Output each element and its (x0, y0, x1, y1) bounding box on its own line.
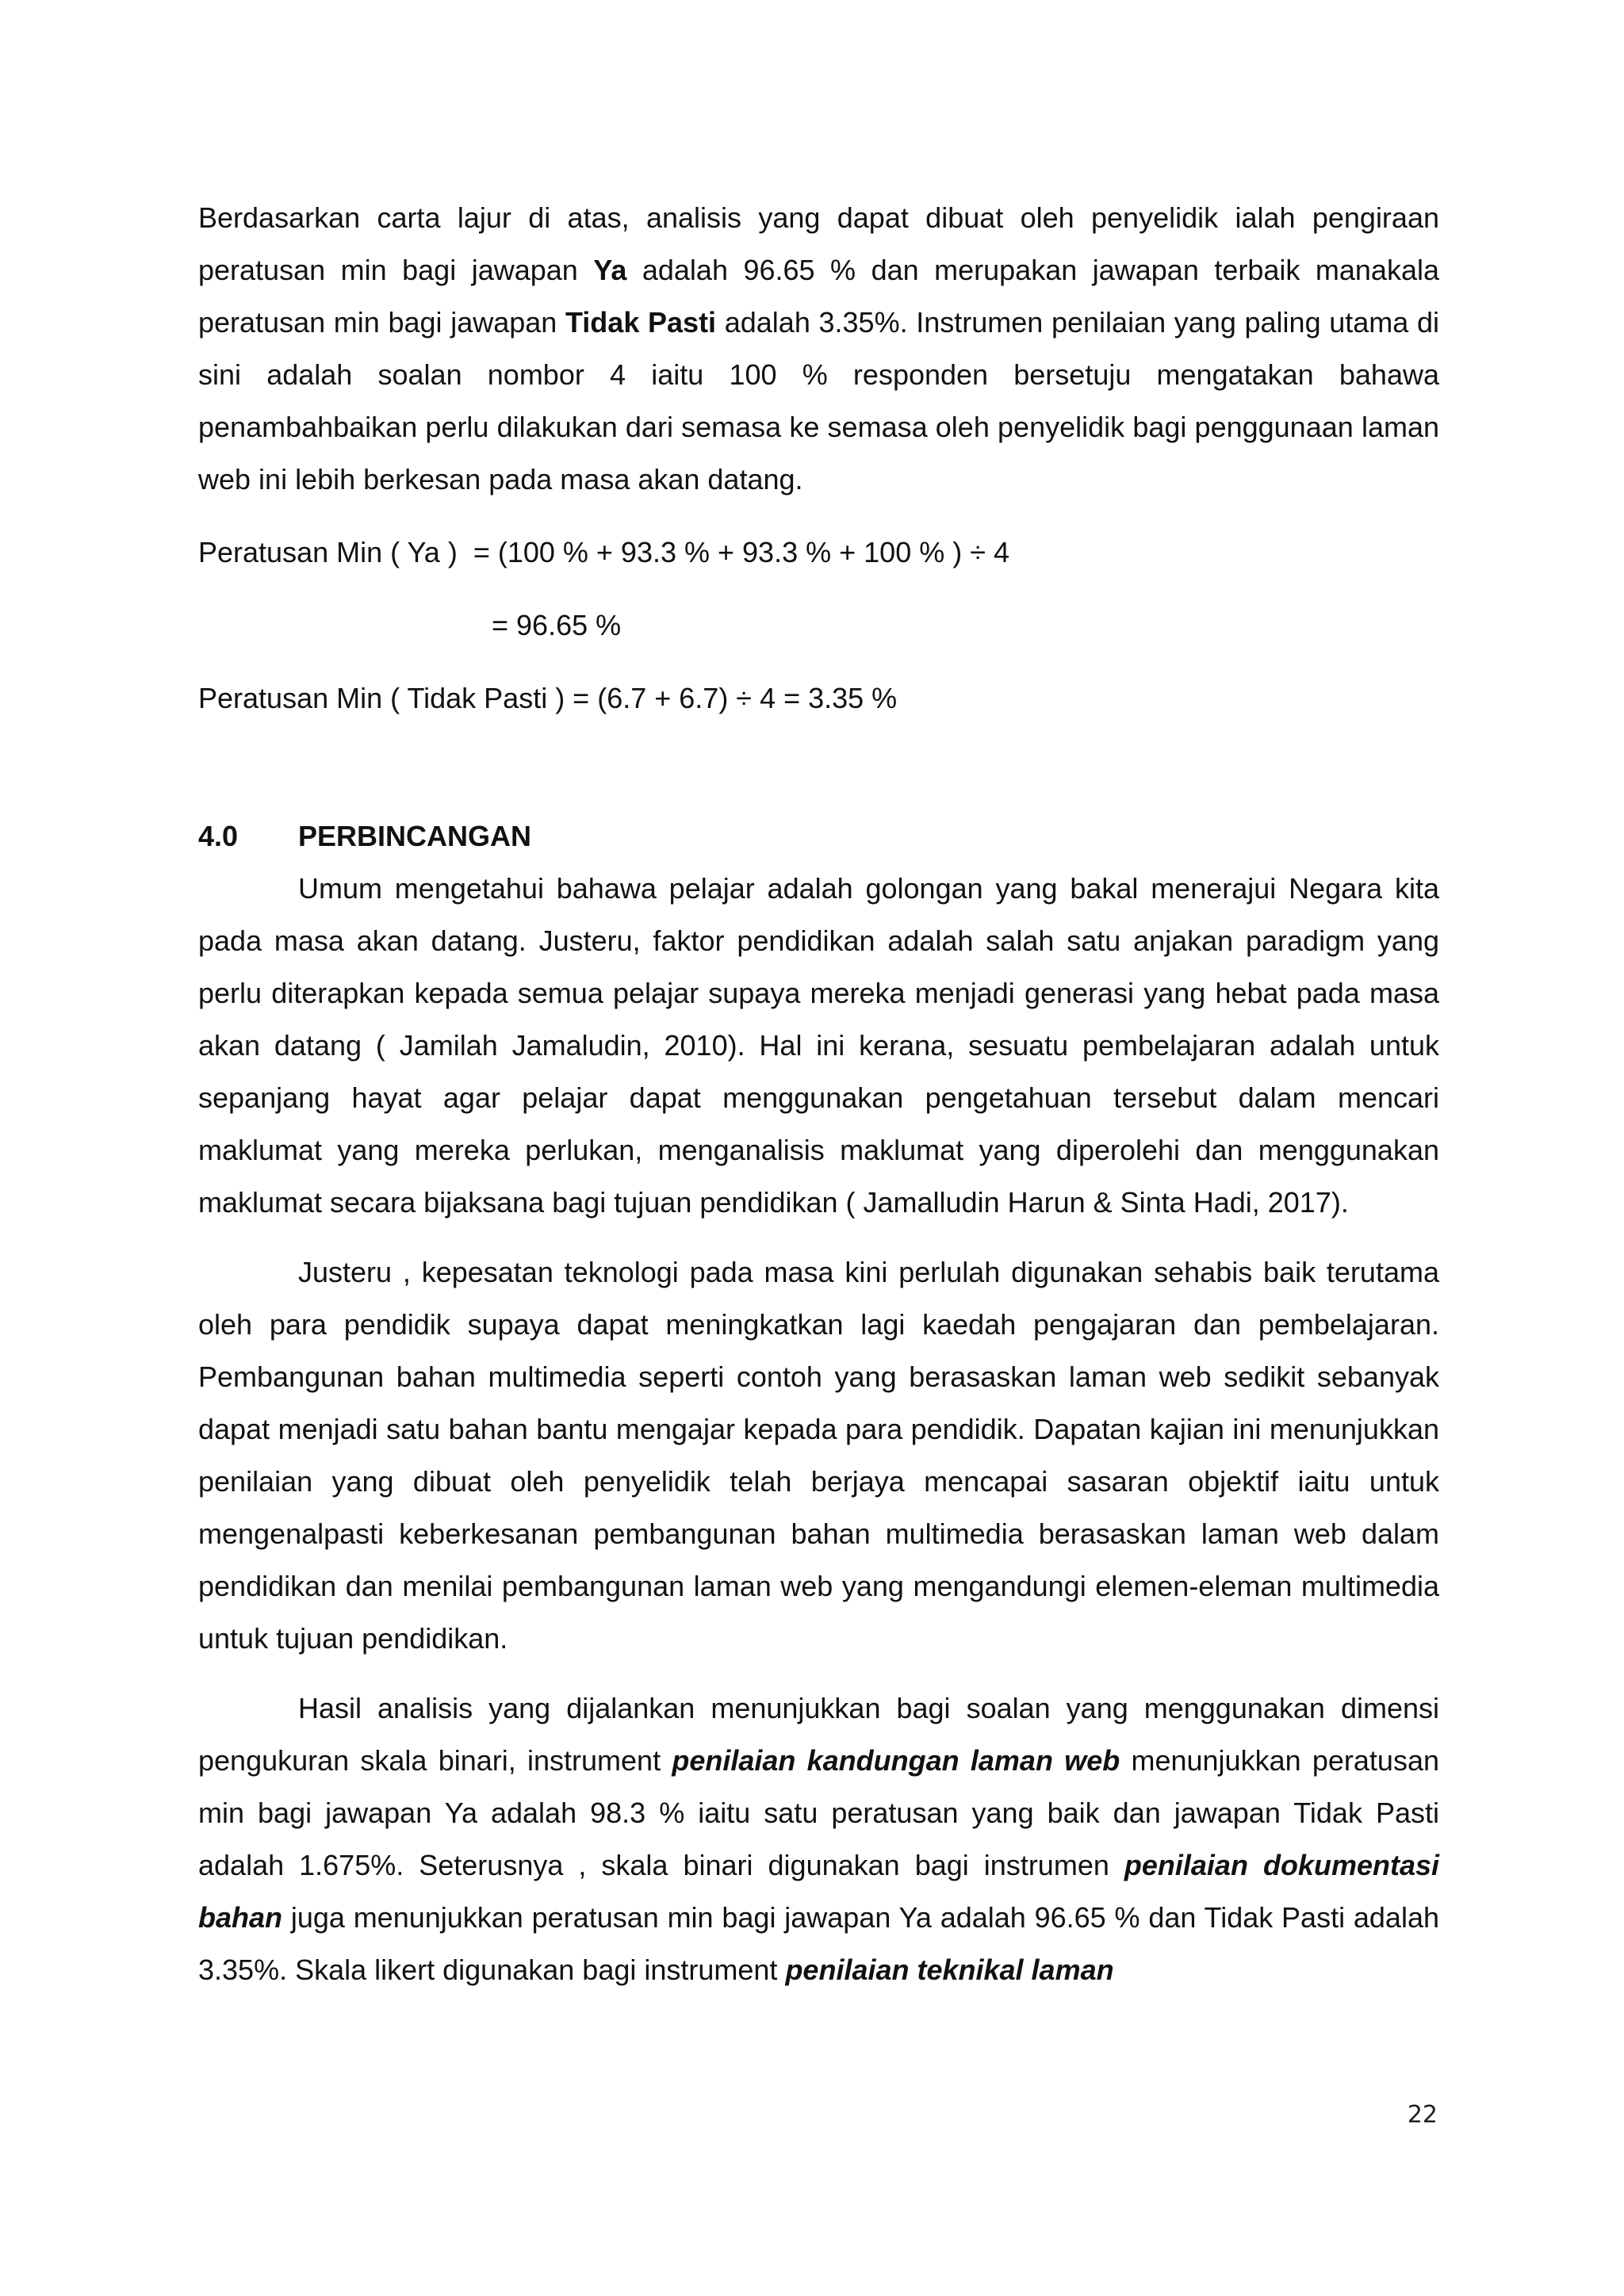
text-run: Berdasarkan carta lajur di atas, analisis yang dapat dibuat oleh penyelidik ialah pengiraan peratusan min bagi jawapan (198, 201, 1439, 286)
document-page (198, 192, 1439, 1996)
paragraph-analysis (198, 192, 1439, 506)
section-number: 4.0 (198, 820, 239, 852)
text-run: juga menunjukkan peratusan min bagi jawapan Ya adalah 96.65 % dan Tidak Pasti adalah 3.35%. Skala likert digunakan bagi instrument (198, 1901, 1439, 1986)
bold-term-ya: Ya (593, 254, 627, 286)
equation-ya-result: = 96.65 % (492, 609, 622, 641)
page-number: 22 (1407, 2101, 1438, 2129)
emphasis-term: penilaian teknikal laman (785, 1954, 1114, 1986)
text-run: menunjukkan peratusan min bagi jawapan Ya adalah 98.3 % iaitu satu peratusan yang baik dan jawapan Tidak Pasti adalah 1.675%. Seterusnya , skala binari digunakan bagi instrumen (198, 1744, 1439, 1881)
section-heading (198, 810, 1439, 863)
paragraph-discussion-2: Justeru , kepesatan teknologi pada masa kini perlulah digunakan sehabis baik terutama oleh para pendidik supaya dapat meningkatkan lagi kaedah pengajaran dan pembelajaran. Pembangunan bahan multimedia seperti contoh yang berasaskan laman web sedikit sebanyak dapat menjadi satu bahan bantu mengajar kepada para pendidik. Dapatan kajian ini menunjukkan penilaian yang dibuat oleh penyelidik telah berjaya mencapai sasaran objektif iaitu untuk mengenalpasti keberkesanan pembangunan bahan multimedia berasaskan laman web dalam pendidikan dan menilai pembangunan laman web yang mengandungi elemen-eleman multimedia untuk tujuan pendidikan. (198, 1256, 1439, 1655)
equation-tidak-pasti: Peratusan Min ( Tidak Pasti ) = (6.7 + 6.7) ÷ 4 = 3.35 % (198, 682, 898, 714)
text-run: adalah 3.35%. Instrumen penilaian yang paling utama di sini adalah soalan nombor 4 iaitu 100 % responden bersetuju mengatakan bahawa penambahbaikan perlu dilakukan dari semasa ke semasa oleh penyelidik bagi penggunaan laman web ini lebih berkesan pada masa akan datang. (198, 306, 1439, 496)
paragraph-discussion-3 (198, 1682, 1439, 1996)
paragraph-discussion-1: Umum mengetahui bahawa pelajar adalah golongan yang bakal menerajui Negara kita pada masa akan datang. Justeru, faktor pendidikan adalah salah satu anjakan paradigm yang perlu diterapkan kepada semua pelajar supaya mereka menjadi generasi yang hebat pada masa akan datang ( Jamilah Jamaludin, 2010). Hal ini kerana, sesuatu pembelajaran adalah untuk sepanjang hayat agar pelajar dapat menggunakan pengetahuan tersebut dalam mencari maklumat yang mereka perlukan, menganalisis maklumat yang diperolehi dan menggunakan maklumat secara bijaksana bagi tujuan pendidikan ( Jamalludin Harun & Sinta Hadi, 2017). (198, 872, 1439, 1219)
emphasis-term: penilaian kandungan laman web (672, 1744, 1120, 1777)
text-run: adalah 96.65 % dan merupakan jawapan terbaik manakala peratusan min bagi jawapan (198, 254, 1439, 339)
equation-ya: Peratusan Min ( Ya ) = (100 % + 93.3 % + 93.3 % + 100 % ) ÷ 4 (198, 536, 1009, 568)
emphasis-term: penilaian dokumentasi bahan (198, 1849, 1440, 1934)
bold-term-tidak-pasti: Tidak Pasti (565, 306, 717, 339)
section-title: PERBINCANGAN (298, 820, 532, 852)
text-run: Hasil analisis yang dijalankan menunjukkan bagi soalan yang menggunakan dimensi pengukuran skala binari, instrument (198, 1692, 1439, 1777)
